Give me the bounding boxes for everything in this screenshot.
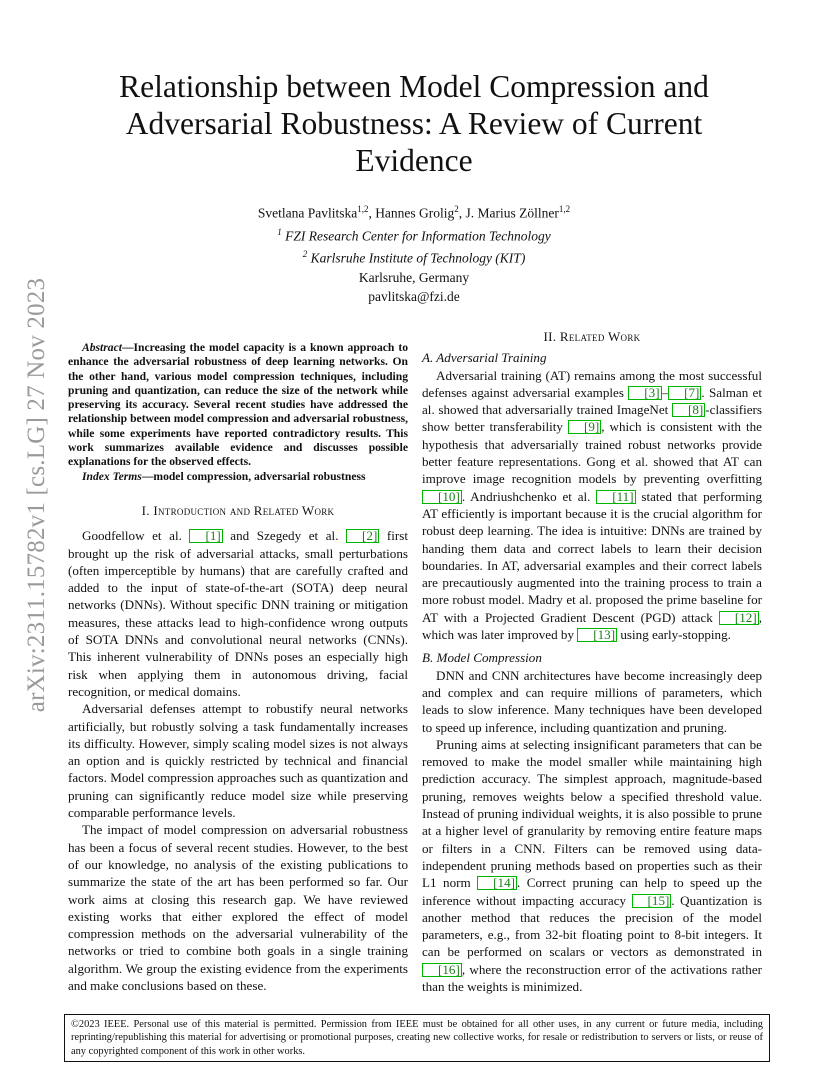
citation-link[interactable]: [14] xyxy=(477,876,517,890)
abstract-label: Abstract xyxy=(82,341,122,354)
section-heading-introduction: I. Introduction and Related Work xyxy=(141,502,335,518)
citation-link[interactable]: [8] xyxy=(672,403,705,417)
citation-link[interactable]: [7] xyxy=(668,386,701,400)
citation-link[interactable]: [11] xyxy=(596,490,635,504)
author-affil-mark: 1,2 xyxy=(357,204,369,214)
author-affil-mark: 1,2 xyxy=(558,204,571,214)
author-name: Svetlana Pavlitska xyxy=(257,205,358,221)
affiliation-1: $^1$ FZI Research Center for Information Technology xyxy=(277,226,551,243)
citation-link[interactable]: [1] xyxy=(189,529,222,543)
left-column xyxy=(68,328,408,994)
citation-link[interactable]: [3] xyxy=(628,386,661,400)
citation-link[interactable]: [12] xyxy=(719,611,759,625)
paragraph: Goodfellow et al. [1] and Szegedy et al. [2] first brought up the risk of adversarial attacks, small perturbations (often imperceptible by humans) that are carefully crafted and added to the input of state-of-the-art (SOTA) deep neural networks (DNNs). Without specific DNN training or mitigation measures, these attacks lead to high-confidence wrong outputs of SOTA DNNs and convolutional neural networks (CNNs). This inherent vulnerability of DNNs poses an especially high risk when applying them in autonomous driving, facial recognition, or medical domains. xyxy=(68,528,408,699)
paragraph: Pruning aims at selecting insignificant parameters that can be removed to make the model smaller while maintaining high prediction accuracy. The simplest approach, magnitude-based pruning, removes weights below a specified threshold value. Instead of pruning individual weights, it is also possible to prune at a higher level of granularity by removing entire feature maps or filters in a CNN. Filters can be removed using data-independent pruning methods based on properties such as their L1 norm [14] . Correct pruning can help to speed up the inference without impacting accuracy [15] . Quantization is another method that reduces the precision of the model parameters, e.g., from 32-bit floating point to 8-bit integers. It can be performed on scalars or vectors as demonstrated in [16] , where the reconstruction error of the activations rather than the weights is minimized. xyxy=(422,736,762,994)
citation-link[interactable]: [9] xyxy=(568,420,601,434)
paragraph: Adversarial training (AT) remains among the most successful defenses against adversarial examples [3] – [7] . Salman et al. showed that adversarially trained ImageNet [8] -classifiers show better transferability [9] , which is consistent with the hypothesis that adversarially trained robust networks provide better feature representations. Gong et al. showed that AT can improve image recognition models by preventing overfitting [10] . Andriushchenko et al. [11] stated that performing AT efficiently is important because it is the crucial algorithm for robust deep learning. The idea is intuitive: DNNs are trained by handing them data and correct labels to learn their decision boundaries. In AT, adversarial examples and their correct labels are precautiously augmented into the training process to train a more robust model. Madry et al. proposed the prime baseline for AT with a Projected Gradient Descent (PGD) attack [12] , which was later improved by [13] using early-stopping. xyxy=(422,367,762,643)
author-name: Hannes Grolig xyxy=(375,205,455,221)
author-location: Karlsruhe, Germany xyxy=(358,269,470,285)
subsection-heading-adversarial-training: A. Adversarial Training xyxy=(422,350,547,366)
affiliation-2: $^2$ Karlsruhe Institute of Technology (KIT) xyxy=(302,249,526,266)
abstract: Abstract—Increasing the model capacity is a known approach to enhance the adversarial robustness of deep learning networks. On the other hand, various model compression techniques, including pruning and quantization, can reduce the size of the network while preserving its accuracy. Several recent studies have addressed the relationship between model compression and adversarial robustness, while some experiments have reported contradictory results. This work summarizes available evidence and discusses possible explanations for the observed effects. xyxy=(68,341,408,469)
paragraph: Adversarial defenses attempt to robustify neural networks artificially, but robustly solving a task fundamentally increases its difficulty. However, simply scaling model sizes is not always an option and is quickly restricted by technical and financial factors. Model compression approaches such as quantization and pruning can significantly reduce model size while preserving comparable performance levels. xyxy=(68,701,408,821)
author-list: Svetlana Pavlitska$^{1,2}$, Hannes Grolig$^2$, J. Marius Zöllner$^{1,2}$ xyxy=(257,204,571,221)
citation-link[interactable]: [10] xyxy=(422,490,462,504)
author-name: J. Marius Zöllner xyxy=(465,205,559,221)
author-block xyxy=(80,200,748,306)
author-affil-mark: 2 xyxy=(454,204,459,214)
citation-link[interactable]: [15] xyxy=(632,894,672,908)
paragraph: The impact of model compression on adversarial robustness has been a focus of several recent studies. However, to the best of our knowledge, no analysis of the existing publications to summarize the state of the art has been performed so far. Our work aims at closing this research gap. We have reviewed existing works that either explored the effect of model compression methods on the adversarial vulnerability of the networks or tried to combine both goals in a single training algorithm. We group the existing evidence from the experiments and make conclusions based on these. xyxy=(68,822,408,993)
arxiv-stamp xyxy=(22,255,52,735)
paragraph: DNN and CNN architectures have become increasingly deep and complex and can require millions of parameters, which leads to slow inference. Many techniques have been developed to speed up inference, including quantization and pruning. xyxy=(422,667,762,735)
citation-link[interactable]: [16] xyxy=(422,963,462,977)
index-terms-label: Index Terms xyxy=(82,469,142,483)
index-terms: Index Terms—model compression, adversarial robustness xyxy=(82,469,366,483)
citation-link[interactable]: [13] xyxy=(577,628,617,642)
author-email: pavlitska@fzi.de xyxy=(368,288,460,304)
paper-title: Relationship between Model Compression and Adversarial Robustness: A Review of Current Evidence xyxy=(119,69,709,178)
arxiv-id: arXiv:2311.15782v1 [cs.LG] 27 Nov 2023 xyxy=(23,277,50,713)
subsection-heading-model-compression: B. Model Compression xyxy=(422,650,542,666)
section-heading-related-work: II. Related Work xyxy=(543,329,641,344)
citation-link[interactable]: [2] xyxy=(346,529,379,543)
copyright-notice: ©2023 IEEE. Personal use of this material is permitted. Permission from IEEE must be obtained for all other uses, in any current or future media, including reprinting/republishing this material for advertising or promotional purposes, creating new collective works, for resale or redistribution to servers or lists, or reuse of any copyrighted component of this work in other works. xyxy=(64,1014,770,1062)
right-column xyxy=(422,328,762,995)
